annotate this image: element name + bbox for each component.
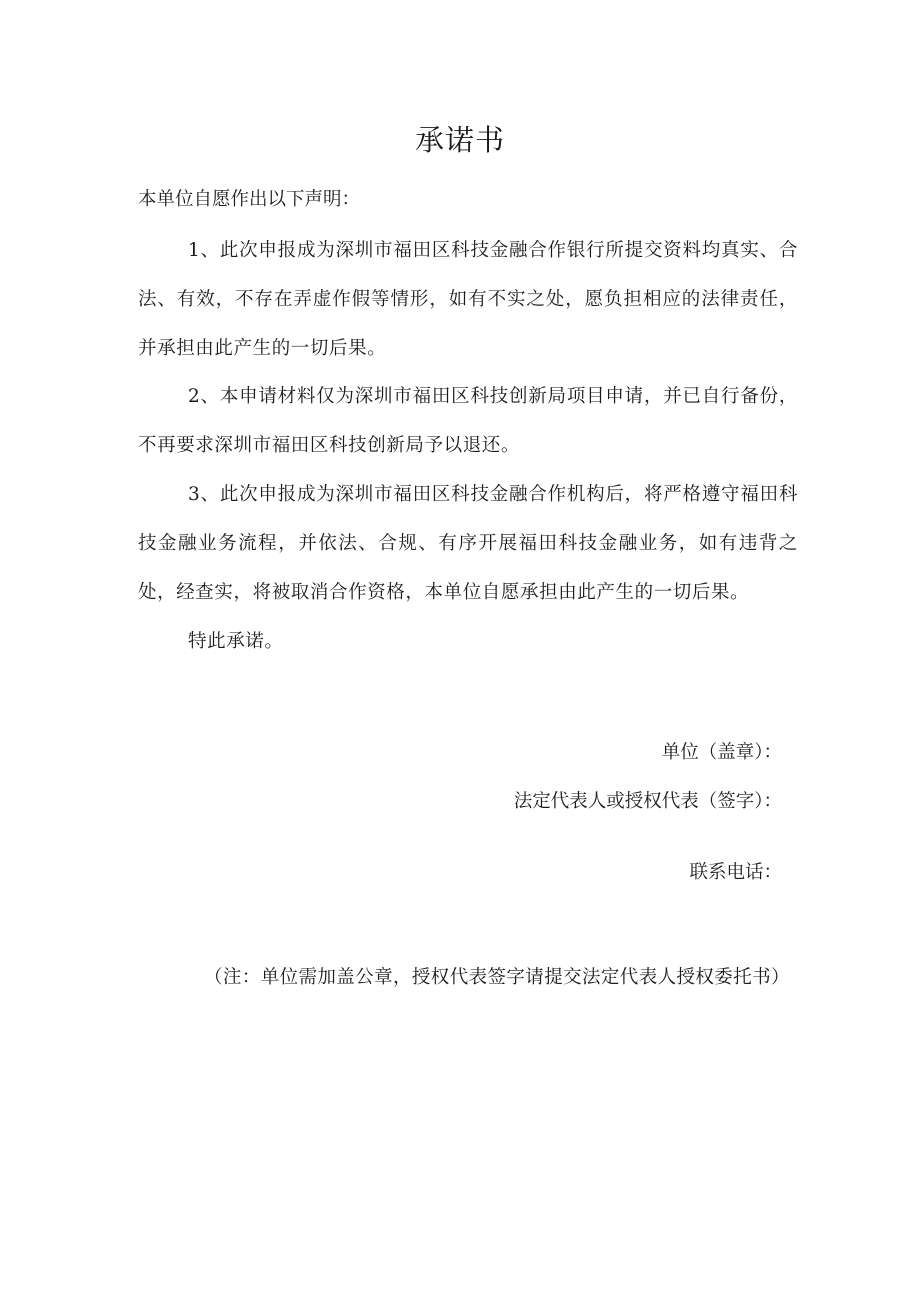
- signature-representative: 法定代表人或授权代表（签字）：: [513, 791, 782, 812]
- signature-phone: 联系电话：: [689, 862, 782, 883]
- clause-2: 2、本申请材料仅为深圳市福田区科技创新局项目申请，并已自行备份，不再要求深圳市福田区科技创新局予以退还。: [138, 386, 798, 456]
- signature-unit-seal: 单位（盖章）：: [661, 742, 782, 763]
- clause-3: 3、此次申报成为深圳市福田区科技金融合作机构后，将严格遵守福田科技金融业务流程，并依法、合规、有序开展福田科技金融业务，如有违背之处，经查实，将被取消合作资格，本单位自愿承担由此产生的一切后果。: [138, 484, 798, 603]
- document-title: 承诺书: [414, 123, 505, 157]
- clause-1: 1、此次申报成为深圳市福田区科技金融合作银行所提交资料均真实、合法、有效，不存在弄虚作假等情形，如有不实之处，愿负担相应的法律责任，并承担由此产生的一切后果。: [138, 240, 798, 359]
- footnote: （注：单位需加盖公章，授权代表签字请提交法定代表人授权委托书）: [204, 967, 790, 988]
- intro-statement: 本单位自愿作出以下声明：: [138, 189, 361, 210]
- closing-statement: 特此承诺。: [188, 631, 284, 652]
